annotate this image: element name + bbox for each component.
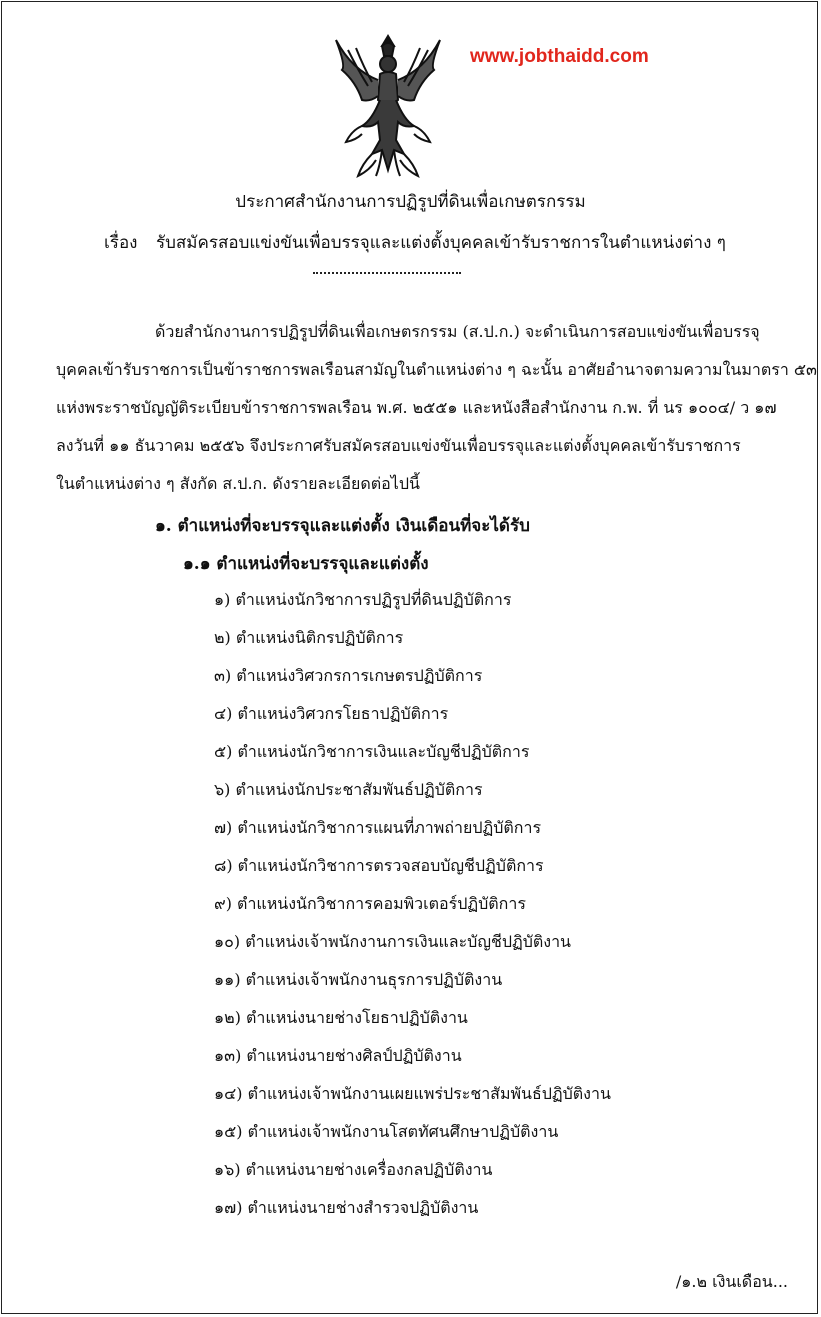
page-continuation: /๑.๒ เงินเดือน... bbox=[675, 1272, 788, 1291]
list-item: ๑๑) ตำแหน่งเจ้าพนักงานธุรการปฏิบัติงาน bbox=[214, 970, 503, 989]
paragraph-line: ด้วยสำนักงานการปฏิรูปที่ดินเพื่อเกษตรกรรม (ส.ป.ก.) จะดำเนินการสอบแข่งขันเพื่อบรรจุ bbox=[155, 322, 760, 341]
list-item: ๑) ตำแหน่งนักวิชาการปฏิรูปที่ดินปฏิบัติการ bbox=[214, 590, 512, 609]
list-item: ๔) ตำแหน่งวิศวกรโยธาปฏิบัติการ bbox=[214, 704, 449, 723]
list-item: ๗) ตำแหน่งนักวิชาการแผนที่ภาพถ่ายปฏิบัติการ bbox=[214, 818, 542, 837]
document-title: ประกาศสำนักงานการปฏิรูปที่ดินเพื่อเกษตรกรรม bbox=[235, 192, 586, 212]
list-item: ๕) ตำแหน่งนักวิชาการเงินและบัญชีปฏิบัติการ bbox=[214, 742, 530, 761]
position-list bbox=[214, 589, 611, 1235]
list-item: ๑๔) ตำแหน่งเจ้าพนักงานเผยแพร่ประชาสัมพันธ์ปฏิบัติงาน bbox=[214, 1084, 611, 1103]
subject-label: เรื่อง bbox=[104, 233, 138, 253]
list-item: ๑๗) ตำแหน่งนายช่างสำรวจปฏิบัติงาน bbox=[214, 1198, 479, 1217]
subject-text: รับสมัครสอบแข่งขันเพื่อบรรจุและแต่งตั้งบุคคลเข้ารับราชการในตำแหน่งต่าง ๆ bbox=[156, 233, 726, 253]
garuda-emblem-icon bbox=[332, 30, 444, 180]
list-item: ๑๒) ตำแหน่งนายช่างโยธาปฏิบัติงาน bbox=[214, 1008, 468, 1027]
document-subject bbox=[104, 229, 726, 256]
list-item: ๖) ตำแหน่งนักประชาสัมพันธ์ปฏิบัติการ bbox=[214, 780, 483, 799]
watermark-url: www.jobthaidd.com bbox=[470, 46, 649, 67]
section-heading: ๑. ตำแหน่งที่จะบรรจุและแต่งตั้ง เงินเดือนที่จะได้รับ bbox=[155, 516, 530, 536]
list-item: ๓) ตำแหน่งวิศวกรการเกษตรปฏิบัติการ bbox=[214, 666, 483, 685]
subsection-heading: ๑.๑ ตำแหน่งที่จะบรรจุและแต่งตั้ง bbox=[183, 554, 429, 574]
list-item: ๑๖) ตำแหน่งนายช่างเครื่องกลปฏิบัติงาน bbox=[214, 1160, 493, 1179]
list-item: ๑๓) ตำแหน่งนายช่างศิลป์ปฏิบัติงาน bbox=[214, 1046, 462, 1065]
dotted-separator bbox=[313, 262, 461, 274]
paragraph-line: ในตำแหน่งต่าง ๆ สังกัด ส.ป.ก. ดังรายละเอียดต่อไปนี้ bbox=[56, 474, 420, 493]
paragraph-line: แห่งพระราชบัญญัติระเบียบข้าราชการพลเรือน พ.ศ. ๒๕๕๑ และหนังสือสำนักงาน ก.พ. ที่ นร ๑๐๐๔/ ว ๑๗ bbox=[56, 398, 777, 417]
list-item: ๑๕) ตำแหน่งเจ้าพนักงานโสตทัศนศึกษาปฏิบัติงาน bbox=[214, 1122, 559, 1141]
list-item: ๑๐) ตำแหน่งเจ้าพนักงานการเงินและบัญชีปฏิบัติงาน bbox=[214, 932, 571, 951]
list-item: ๙) ตำแหน่งนักวิชาการคอมพิวเตอร์ปฏิบัติการ bbox=[214, 894, 526, 913]
paragraph-line: ลงวันที่ ๑๑ ธันวาคม ๒๕๕๖ จึงประกาศรับสมัครสอบแข่งขันเพื่อบรรจุและแต่งตั้งบุคคลเข้ารับราชการ bbox=[56, 436, 741, 455]
list-item: ๘) ตำแหน่งนักวิชาการตรวจสอบบัญชีปฏิบัติการ bbox=[214, 856, 544, 875]
paragraph-line: บุคคลเข้ารับราชการเป็นข้าราชการพลเรือนสามัญในตำแหน่งต่าง ๆ ฉะนั้น อาศัยอำนาจตามความในมาตรา ๕๓ bbox=[56, 360, 817, 379]
list-item: ๒) ตำแหน่งนิติกรปฏิบัติการ bbox=[214, 628, 404, 647]
